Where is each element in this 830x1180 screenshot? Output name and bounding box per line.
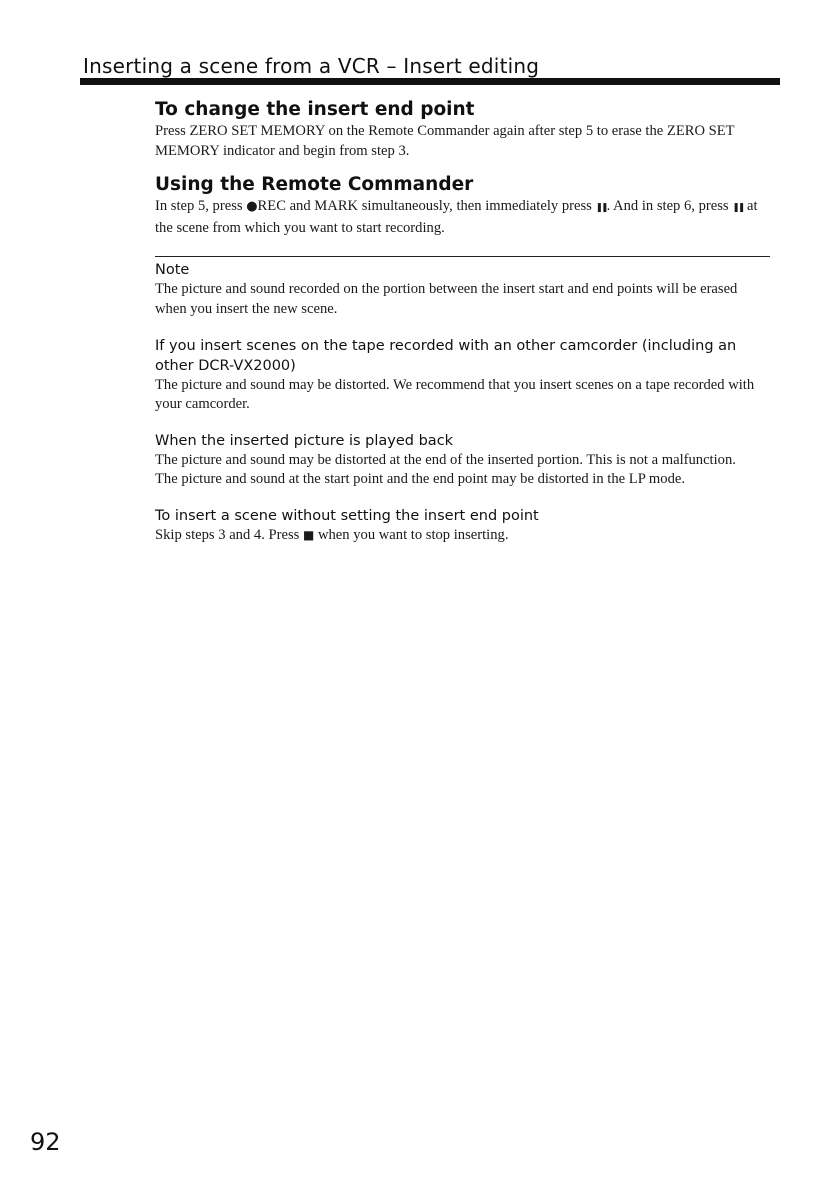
note-item-paragraph: The picture and sound may be distorted at the end of the inserted portion. This is not a malfunction. [155,451,736,468]
note-text: The picture and sound recorded on the portion between the insert start and end points will be erased when you insert the new scene. [155,281,738,317]
note-item-heading: When the inserted picture is played back [155,432,454,449]
note-item [155,506,770,546]
note-item-heading: To insert a scene without setting the insert end point [155,507,539,524]
remote-text-part: . And in step 6, press [606,198,733,215]
note-label: Note [155,262,190,279]
section-change-end-point [155,98,770,161]
page-header-title: Inserting a scene from a VCR – Insert editing [83,54,540,78]
remote-text-part: at the scene from which you want to start recording. [155,198,758,236]
note-item-heading: If you insert scenes on the tape recorded with an other camcorder (including an other DCR-VX2000) [155,337,737,374]
note-item-paragraph: The picture and sound may be distorted. We recommend that you insert scenes on a tape recorded with your camcorder. [155,376,755,413]
section-remote-commander [155,173,770,238]
note-text-part: Skip steps 3 and 4. Press [155,526,303,543]
note-item-paragraph [155,526,770,546]
section-text-change-end-point: Press ZERO SET MEMORY on the Remote Commander again after step 5 to erase the ZERO SET MEMORY indicator and begin from step 3. [155,123,735,159]
note-item [155,336,770,415]
pause-symbol-icon: ❚❚ [595,203,607,214]
note-text-part: when you want to stop inserting. [314,526,509,543]
header-rule [80,78,780,85]
remote-text-part: In step 5, press [155,198,247,215]
remote-text-part: REC and MARK simultaneously, then immediately press [257,198,596,215]
section-text-remote-commander [155,197,770,238]
section-heading-remote-commander: Using the Remote Commander [155,174,474,196]
note-item-paragraph: The picture and sound at the start point and the end point may be distorted in the LP mode. [155,471,685,488]
rec-symbol-icon: ● [246,199,258,215]
note-item [155,431,770,490]
pause-symbol-icon: ❚❚ [732,203,744,214]
section-heading-change-end-point: To change the insert end point [155,99,475,120]
page-number: 92 [30,1128,61,1156]
page-content [155,98,770,546]
note-divider [155,256,770,257]
stop-symbol-icon: ■ [302,527,315,542]
